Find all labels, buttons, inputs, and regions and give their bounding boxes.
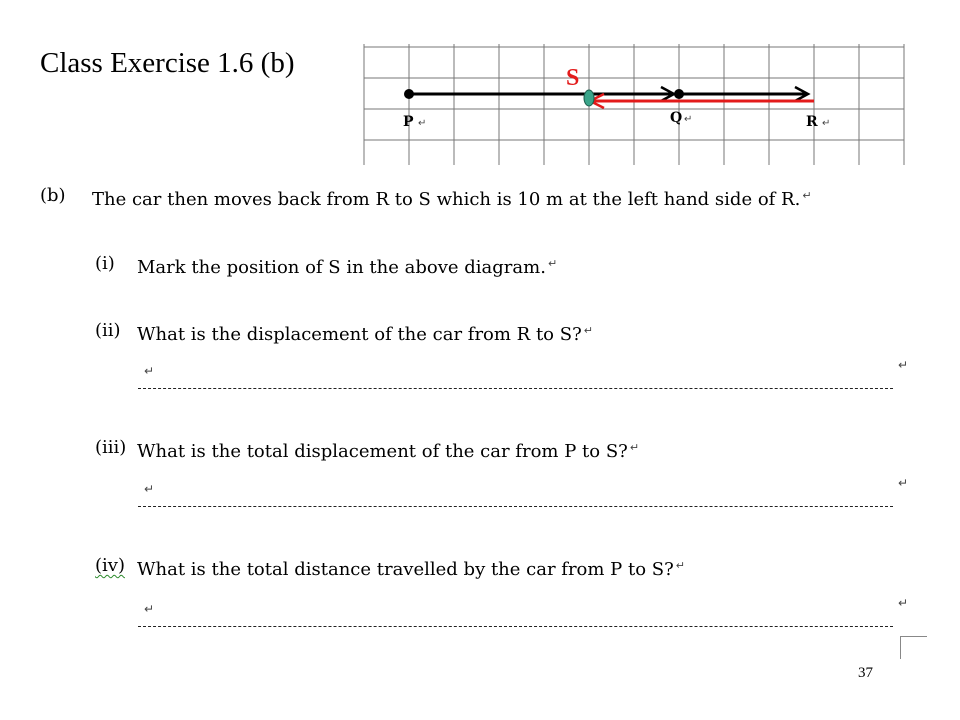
return-mark: ↵ [802, 189, 812, 202]
answer-line[interactable] [138, 358, 908, 406]
answer-line[interactable] [138, 476, 908, 524]
point-s-marker [584, 90, 594, 106]
grid [364, 44, 904, 165]
subquestion-text: What is the displacement of the car from R to S? [137, 324, 582, 345]
subquestion-number: (iii) [95, 437, 127, 458]
return-mark: ↵ [144, 482, 155, 496]
dashed-line [138, 506, 893, 507]
return-mark: ↵ [684, 114, 693, 125]
return-mark: ↵ [822, 118, 831, 129]
subquestion-text: What is the total distance travelled by the car from P to S? [137, 559, 674, 580]
question-number: (b) [40, 185, 66, 206]
return-mark: ↵ [897, 358, 908, 372]
return-mark: ↵ [583, 324, 593, 337]
subquestion-number: (ii) [95, 320, 121, 341]
answer-line[interactable] [138, 596, 908, 644]
page-corner-mark [900, 636, 927, 659]
arrow-r-to-s [590, 94, 814, 108]
point-q [674, 89, 684, 99]
slide-title: Class Exercise 1.6 (b) [40, 47, 295, 79]
page-number: 37 [858, 665, 873, 681]
label-q: Q [670, 110, 683, 126]
return-mark: ↵ [629, 441, 640, 454]
displacement-diagram [0, 0, 960, 170]
return-mark: ↵ [675, 559, 686, 572]
label-s: S [566, 65, 580, 91]
label-p: P [403, 114, 414, 130]
subquestion-number: (iv) [95, 555, 125, 576]
return-mark: ↵ [897, 596, 908, 610]
subquestion-number: (i) [95, 253, 115, 274]
question-text: The car then moves back from R to S which is 10 m at the left hand side of R. [92, 189, 801, 210]
point-p [404, 89, 414, 99]
dashed-line [138, 388, 893, 389]
return-mark: ↵ [547, 257, 558, 270]
label-r: R [806, 114, 818, 130]
return-mark: ↵ [897, 476, 908, 490]
subquestion-text: What is the total displacement of the car from P to S? [137, 441, 628, 462]
dashed-line [138, 626, 893, 627]
subquestion-text: Mark the position of S in the above diagram. [137, 257, 546, 278]
return-mark: ↵ [418, 118, 427, 129]
return-mark: ↵ [144, 602, 155, 616]
arrow-q-to-r [679, 87, 808, 101]
return-mark: ↵ [144, 364, 155, 378]
